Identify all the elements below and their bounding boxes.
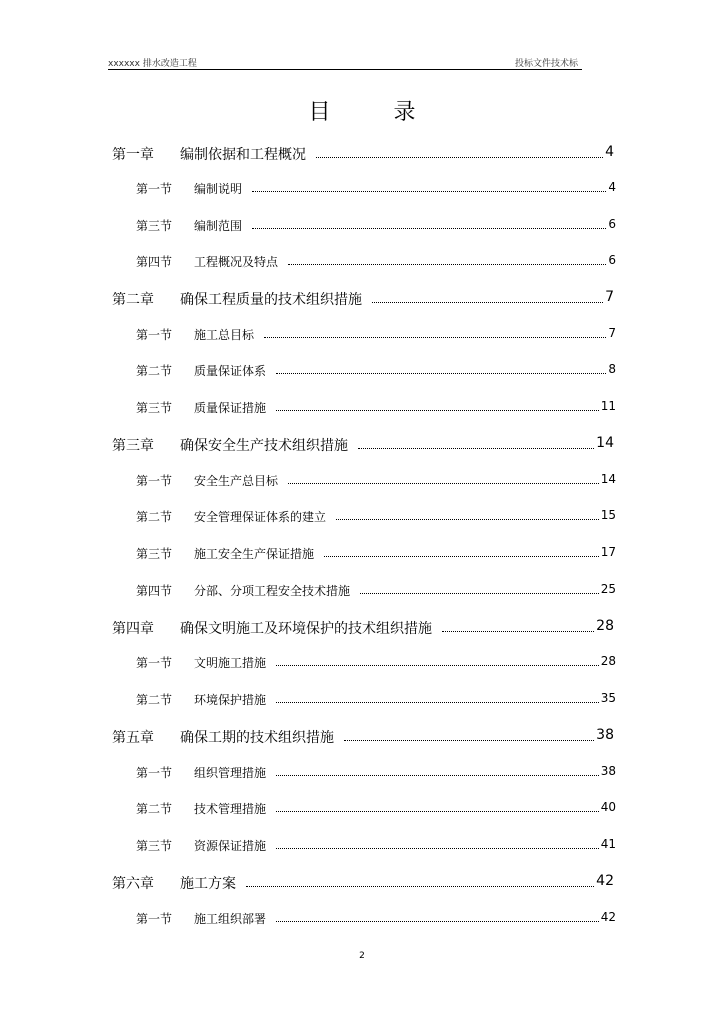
toc-entry-title: 确保文明施工及环境保护的技术组织措施 xyxy=(180,621,432,637)
toc-section-entry[interactable] xyxy=(0,472,724,494)
toc-entry-title: 组织管理措施 xyxy=(194,766,267,780)
toc-entry-title: 确保工期的技术组织措施 xyxy=(180,730,334,746)
toc-entry-title: 编制范围 xyxy=(194,219,243,233)
toc-section-entry[interactable] xyxy=(0,764,724,786)
toc-entry-page: 4 xyxy=(608,180,616,194)
toc-entry-page: 25 xyxy=(600,582,616,596)
toc-entry-page: 14 xyxy=(600,472,616,486)
toc-dot-leader xyxy=(252,217,606,229)
toc-entry-number: 第一节 xyxy=(136,474,173,488)
toc-entry-page: 14 xyxy=(596,435,614,451)
toc-entry-page: 28 xyxy=(600,654,616,668)
toc-section-entry[interactable] xyxy=(0,217,724,239)
toc-entry-page: 42 xyxy=(596,873,614,889)
toc-entry-page: 7 xyxy=(608,326,616,340)
toc-dot-leader xyxy=(336,508,599,520)
toc-entry-page: 42 xyxy=(600,910,616,924)
toc-entry-page: 38 xyxy=(600,764,616,778)
toc-dot-leader xyxy=(276,654,599,666)
toc-entry-number: 第五章 xyxy=(112,730,154,746)
toc-entry-number: 第四章 xyxy=(112,621,154,637)
toc-entry-number: 第一节 xyxy=(136,766,173,780)
toc-entry-title: 施工方案 xyxy=(180,876,236,892)
toc-entry-title: 环境保护措施 xyxy=(194,693,267,707)
toc-section-entry[interactable] xyxy=(0,654,724,676)
toc-entry-page: 8 xyxy=(608,362,616,376)
page-number: 2 xyxy=(359,951,365,961)
toc-chapter-entry[interactable] xyxy=(0,873,724,895)
toc-entry-title: 安全生产总目标 xyxy=(194,474,279,488)
toc-section-entry[interactable] xyxy=(0,253,724,275)
toc-chapter-entry[interactable] xyxy=(0,144,724,166)
toc-dot-leader xyxy=(276,399,599,411)
header-project-name: xxxxxx 排水改造工程 xyxy=(108,59,197,69)
toc-entry-page: 11 xyxy=(600,399,616,413)
toc-dot-leader xyxy=(344,727,594,741)
toc-entry-title: 技术管理措施 xyxy=(194,802,267,816)
toc-entry-page: 4 xyxy=(605,144,614,160)
toc-dot-leader xyxy=(288,253,606,265)
toc-entry-page: 41 xyxy=(600,837,616,851)
toc-entry-title: 质量保证体系 xyxy=(194,364,267,378)
toc-entry-number: 第二节 xyxy=(136,693,173,707)
toc-entry-title: 资源保证措施 xyxy=(194,839,267,853)
toc-entry-number: 第一节 xyxy=(136,912,173,926)
toc-chapter-entry[interactable] xyxy=(0,618,724,640)
toc-section-entry[interactable] xyxy=(0,800,724,822)
header-document-type: 投标文件技术标 xyxy=(514,59,578,69)
toc-dot-leader xyxy=(276,362,606,374)
toc-entry-number: 第三章 xyxy=(112,438,154,454)
toc-section-entry[interactable] xyxy=(0,362,724,384)
toc-entry-number: 第一节 xyxy=(136,328,173,342)
toc-entry-title: 确保安全生产技术组织措施 xyxy=(180,438,348,454)
toc-section-entry[interactable] xyxy=(0,837,724,859)
toc-entry-number: 第一章 xyxy=(112,147,154,163)
toc-dot-leader xyxy=(246,873,594,887)
toc-entry-title: 施工总目标 xyxy=(194,328,255,342)
toc-entry-page: 38 xyxy=(596,727,614,743)
toc-entry-number: 第三节 xyxy=(136,219,173,233)
toc-dot-leader xyxy=(288,472,599,484)
toc-entry-page: 15 xyxy=(600,508,616,522)
toc-section-entry[interactable] xyxy=(0,910,724,932)
toc-dot-leader xyxy=(442,618,594,632)
toc-chapter-entry[interactable] xyxy=(0,727,724,749)
toc-entry-title: 施工组织部署 xyxy=(194,912,267,926)
toc-entry-number: 第二节 xyxy=(136,802,173,816)
toc-entry-page: 7 xyxy=(605,289,614,305)
toc-entry-page: 17 xyxy=(600,545,616,559)
toc-title: 目 录 xyxy=(308,100,444,125)
toc-dot-leader xyxy=(372,289,603,303)
toc-entry-title: 工程概况及特点 xyxy=(194,255,279,269)
toc-dot-leader xyxy=(276,910,599,922)
toc-entry-page: 40 xyxy=(600,800,616,814)
toc-entry-number: 第二节 xyxy=(136,510,173,524)
toc-entry-page: 28 xyxy=(596,618,614,634)
toc-entry-page: 6 xyxy=(608,253,616,267)
toc-chapter-entry[interactable] xyxy=(0,435,724,457)
toc-entry-number: 第三节 xyxy=(136,547,173,561)
toc-entry-number: 第三节 xyxy=(136,839,173,853)
toc-entry-title: 文明施工措施 xyxy=(194,656,267,670)
toc-dot-leader xyxy=(276,837,599,849)
toc-entry-title: 安全管理保证体系的建立 xyxy=(194,510,327,524)
toc-dot-leader xyxy=(276,691,599,703)
toc-dot-leader xyxy=(360,582,599,594)
toc-entry-number: 第一节 xyxy=(136,182,173,196)
toc-section-entry[interactable] xyxy=(0,545,724,567)
toc-entry-title: 质量保证措施 xyxy=(194,401,267,415)
toc-entry-number: 第三节 xyxy=(136,401,173,415)
toc-entry-number: 第一节 xyxy=(136,656,173,670)
toc-entry-number: 第二章 xyxy=(112,292,154,308)
toc-entry-title: 确保工程质量的技术组织措施 xyxy=(180,292,362,308)
toc-entry-title: 施工安全生产保证措施 xyxy=(194,547,315,561)
toc-section-entry[interactable] xyxy=(0,508,724,530)
toc-entry-number: 第二节 xyxy=(136,364,173,378)
toc-entry-number: 第四节 xyxy=(136,255,173,269)
toc-chapter-entry[interactable] xyxy=(0,289,724,311)
toc-dot-leader xyxy=(276,800,599,812)
toc-dot-leader xyxy=(264,326,606,338)
toc-entry-page: 6 xyxy=(608,217,616,231)
toc-entry-number: 第六章 xyxy=(112,876,154,892)
toc-dot-leader xyxy=(358,435,594,449)
toc-section-entry[interactable] xyxy=(0,691,724,713)
toc-entry-title: 编制依据和工程概况 xyxy=(180,147,306,163)
toc-dot-leader xyxy=(316,144,603,158)
toc-entry-page: 35 xyxy=(600,691,616,705)
toc-entry-number: 第四节 xyxy=(136,584,173,598)
toc-dot-leader xyxy=(252,180,606,192)
toc-section-entry[interactable] xyxy=(0,180,724,202)
toc-entry-title: 分部、分项工程安全技术措施 xyxy=(194,584,351,598)
toc-dot-leader xyxy=(324,545,599,557)
toc-dot-leader xyxy=(276,764,599,776)
toc-entry-title: 编制说明 xyxy=(194,182,243,196)
toc-section-entry[interactable] xyxy=(0,326,724,348)
toc-section-entry[interactable] xyxy=(0,399,724,421)
toc-section-entry[interactable] xyxy=(0,582,724,604)
